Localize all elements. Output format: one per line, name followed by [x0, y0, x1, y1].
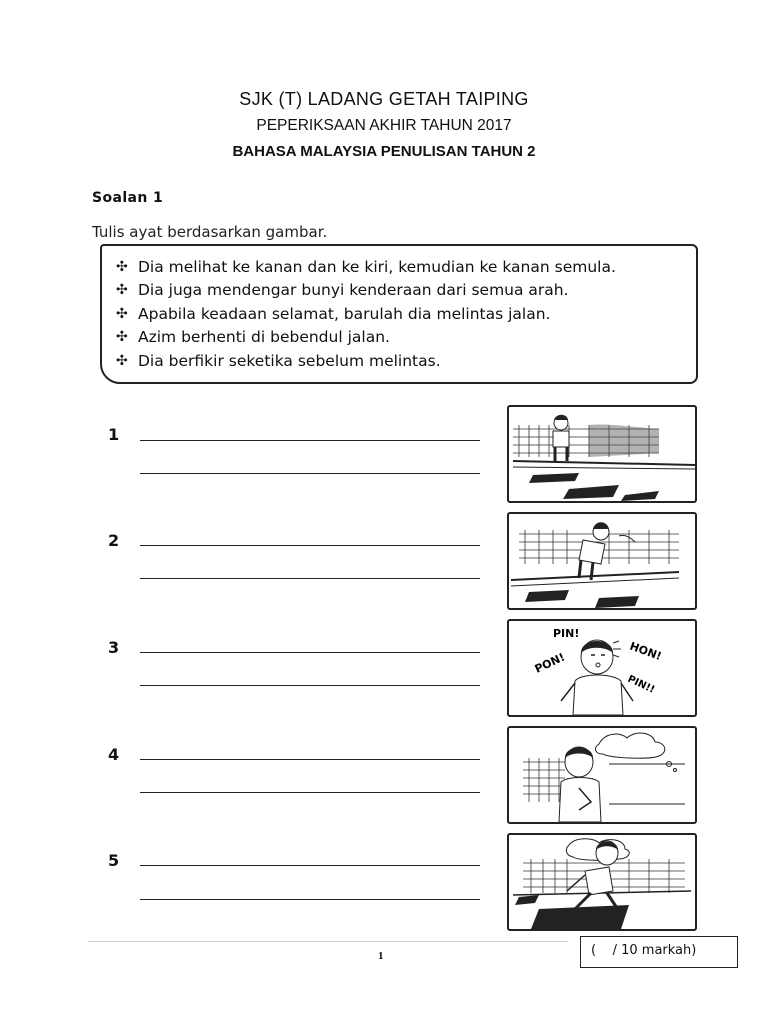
- sentence-text: Dia juga mendengar bunyi kenderaan dari semua arah.: [138, 281, 569, 300]
- answer-line[interactable]: [140, 578, 480, 579]
- footer-divider: [88, 941, 568, 942]
- sentence-item: [116, 256, 686, 279]
- sound-word: HON!: [627, 639, 664, 664]
- sentence-text: Dia melihat ke kanan dan ke kiri, kemudian ke kanan semula.: [138, 258, 616, 276]
- sentence-item: [116, 350, 686, 373]
- bullet-icon: ✣: [116, 352, 128, 369]
- sound-word: PIN!: [553, 627, 580, 640]
- sound-word: PIN!!: [625, 673, 657, 696]
- sentence-item: [116, 303, 686, 326]
- question-label: Soalan 1: [92, 190, 164, 206]
- answer-line[interactable]: [140, 899, 480, 900]
- sentence-box: [100, 244, 698, 384]
- sentence-item: [116, 279, 686, 302]
- answer-line[interactable]: [140, 759, 480, 760]
- answer-number: 5: [108, 851, 120, 870]
- picture-boy-hearing-horns: [507, 619, 697, 717]
- bullet-icon: ✣: [116, 329, 128, 346]
- sentence-text: Dia berfikir seketika sebelum melintas.: [138, 351, 441, 370]
- sentence-text: Azim berhenti di bebendul jalan.: [138, 328, 390, 347]
- subject-title: BAHASA MALAYSIA PENULISAN TAHUN 2: [232, 143, 536, 160]
- school-name: SJK (T) LADANG GETAH TAIPING: [239, 89, 529, 109]
- answer-number: 2: [108, 531, 120, 550]
- sentence-text: Apabila keadaan selamat, barulah dia melintas jalan.: [138, 304, 551, 323]
- bullet-icon: ✣: [116, 305, 128, 322]
- question-instruction: Tulis ayat berdasarkan gambar.: [92, 223, 328, 241]
- bullet-icon: ✣: [116, 282, 128, 299]
- answer-line[interactable]: [140, 865, 480, 866]
- answer-line[interactable]: [140, 440, 480, 441]
- answer-line[interactable]: [140, 652, 480, 653]
- picture-boy-looking-left-right: [507, 512, 697, 610]
- answer-line[interactable]: [140, 792, 480, 793]
- answer-line[interactable]: [140, 685, 480, 686]
- marks-box: ( / 10 markah): [580, 936, 738, 968]
- answer-line[interactable]: [140, 545, 480, 546]
- document-header: [0, 86, 768, 164]
- answer-number: 4: [108, 745, 120, 764]
- page-number: 1: [378, 950, 384, 962]
- sentence-item: [116, 326, 686, 349]
- picture-boy-standing-at-curb: [507, 405, 697, 503]
- answer-number: 3: [108, 638, 120, 657]
- bullet-icon: ✣: [116, 259, 128, 275]
- picture-boy-crossing-road: [507, 833, 697, 931]
- picture-boy-thinking: [507, 726, 697, 824]
- answer-number: 1: [108, 425, 120, 444]
- sound-word: PON!: [532, 650, 567, 676]
- exam-title: PEPERIKSAAN AKHIR TAHUN 2017: [256, 117, 512, 134]
- answer-line[interactable]: [140, 473, 480, 474]
